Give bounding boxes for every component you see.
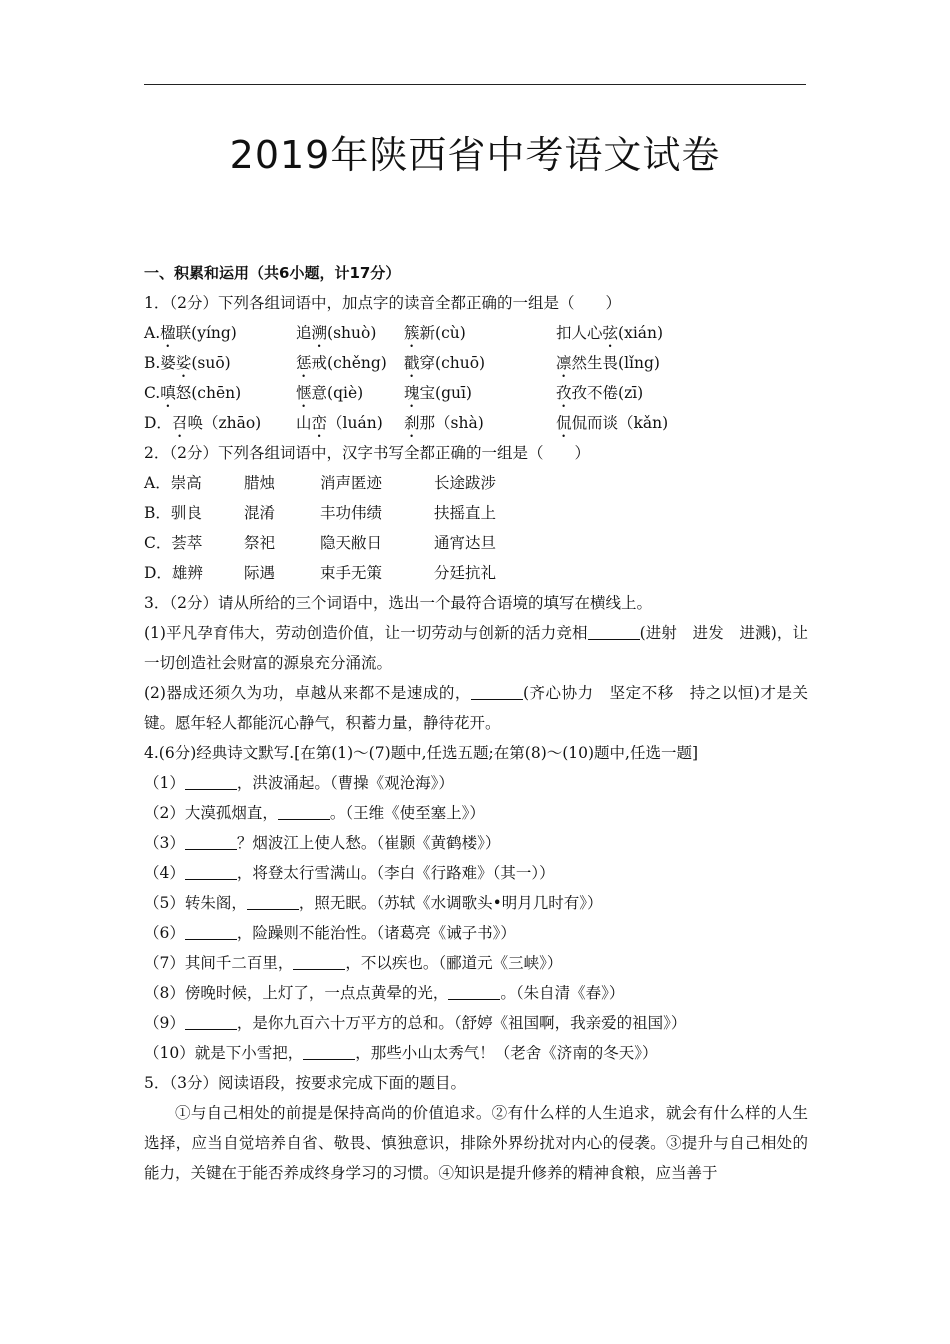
item-text: （5）转朱阁， (144, 894, 247, 912)
option-cell: D．召唤（zhāo) (144, 414, 262, 432)
exam-content (144, 258, 808, 1188)
item-text: （9） (144, 1014, 185, 1032)
option-cell: 腊烛 (244, 474, 276, 492)
question-4-item (144, 1008, 808, 1038)
question-4-item (144, 828, 808, 858)
option-cell: 长途跋涉 (434, 474, 497, 492)
answer-blank[interactable] (247, 891, 299, 910)
question-2-option-d (144, 558, 808, 588)
item-text: ，险躁则不能治性。（诸葛亮《诫子书》） (236, 924, 516, 942)
item-text: ，照无眠。（苏轼《水调歌头•明月几时有》） (298, 894, 603, 912)
page-title: 2019年陕西省中考语文试卷 (229, 133, 721, 177)
question-1-option-a (144, 318, 808, 348)
answer-blank[interactable] (278, 801, 330, 820)
question-3-stem: 3．（2分）请从所给的三个词语中，选出一个最符合语境的填写在横线上。 (144, 594, 652, 612)
question-5-passage: ①与自己相处的前提是保持高尚的价值追求。②有什么样的人生追求，就会有什么样的人生选择，应当自觉培养自省、敬畏、慎独意识，排除外界纷扰对内心的侵袭。③提升与自己相处的能力，关键在于能否养成终身学习的习惯。④知识是提升修养的精神食粮，应当善于 (144, 1104, 808, 1182)
option-cell: 际遇 (244, 564, 276, 582)
option-cell: C.嗔怒(chēn) (144, 384, 242, 402)
option-cell: A.楹联(yíng) (144, 324, 237, 342)
item-text: 。（朱自清《春》） (500, 984, 625, 1002)
question-1-option-c (144, 378, 808, 408)
question-4-item (144, 888, 808, 918)
option-cell: 刹那（shà) (404, 414, 484, 432)
answer-blank[interactable] (185, 1011, 237, 1030)
question-5-stem: 5．（3分）阅读语段，按要求完成下面的题目。 (144, 1074, 466, 1092)
item-text: （4） (144, 864, 185, 882)
item-text: （7）其间千二百里， (144, 954, 294, 972)
answer-blank[interactable] (471, 681, 523, 700)
option-cell: 簇新(cù) (404, 324, 466, 342)
option-cell: 束手无策 (320, 564, 383, 582)
option-cell: 祭祀 (244, 534, 276, 552)
option-cell: 孜孜不倦(zī) (556, 384, 644, 402)
item-text: （10）就是下小雪把， (144, 1044, 304, 1062)
option-cell: 混淆 (244, 504, 276, 522)
answer-blank[interactable] (185, 771, 237, 790)
part-text: (2)器成还须久为功，卓越从来都不是速成的， (144, 684, 471, 702)
option-cell: 分廷抗礼 (434, 564, 497, 582)
option-cell: 追溯(shuò) (296, 324, 377, 342)
question-1-stem: 1．（2分）下列各组词语中，加点字的读音全都正确的一组是（ ） (144, 294, 621, 312)
option-cell: 山峦（luán) (296, 414, 383, 432)
question-2-option-a (144, 468, 808, 498)
option-cell: 瑰宝(guī) (404, 384, 472, 402)
answer-blank[interactable] (185, 831, 237, 850)
option-cell: 凛然生畏(lǐng) (556, 354, 660, 372)
option-cell: 侃侃而谈（kǎn) (556, 414, 669, 432)
option-cell: 通宵达旦 (434, 534, 497, 552)
item-text: ，那些小山太秀气！（老舍《济南的冬天》） (355, 1044, 658, 1062)
answer-blank[interactable] (448, 981, 500, 1000)
option-cell: 隐天敝日 (320, 534, 383, 552)
question-4-stem: 4.(6分)经典诗文默写.[在第(1)～(7)题中,任选五题;在第(8)～(10)题中,任选一题] (144, 744, 699, 762)
question-2-stem: 2．（2分）下列各组词语中，汉字书写全都正确的一组是（ ） (144, 444, 590, 462)
option-cell: B.婆娑(suō) (144, 354, 231, 372)
option-cell: 扣人心弦(xián) (556, 324, 664, 342)
question-3-part-2 (144, 678, 808, 738)
question-4-item (144, 978, 808, 1008)
item-text: （1） (144, 774, 185, 792)
item-text: ？烟波江上使人愁。（崔颢《黄鹤楼》） (236, 834, 501, 852)
item-text: ，洪波涌起。（曹操《观沧海》） (236, 774, 454, 792)
part-text: (齐心协力 坚定不移 持之以恒)才是关键。愿年轻人都能沉心静气，积蓄力量，静待花开。 (144, 684, 808, 732)
question-4-item (144, 948, 808, 978)
item-text: （3） (144, 834, 185, 852)
item-text: 。（王维《使至塞上》） (329, 804, 485, 822)
question-4-item (144, 918, 808, 948)
header-rule (144, 84, 806, 85)
option-cell: 丰功伟绩 (320, 504, 383, 522)
part-text: (进射 进发 进溅)，让一切创造社会财富的源泉充分涌流。 (144, 624, 808, 672)
part-text: (1)平凡孕育伟大，劳动创造价值，让一切劳动与创新的活力竞相 (144, 624, 588, 642)
item-text: ，是你九百六十万平方的总和。（舒婷《祖国啊，我亲爱的祖国》） (236, 1014, 687, 1032)
item-text: ，将登太行雪满山。（李白《行路难》（其一）） (236, 864, 555, 882)
option-cell: 消声匿迹 (320, 474, 383, 492)
question-4-item (144, 768, 808, 798)
option-cell: 戳穿(chuō) (404, 354, 486, 372)
answer-blank[interactable] (303, 1041, 355, 1060)
section-heading: 一、积累和运用（共6小题，计17分） (144, 264, 401, 282)
question-4-item (144, 798, 808, 828)
item-text: （6） (144, 924, 185, 942)
item-text: ，不以疾也。（郦道元《三峡》） (345, 954, 563, 972)
question-2-option-b (144, 498, 808, 528)
option-cell: B．驯良 (144, 504, 202, 522)
answer-blank[interactable] (293, 951, 345, 970)
question-4-item (144, 1038, 808, 1068)
question-2-option-c (144, 528, 808, 558)
answer-blank[interactable] (185, 921, 237, 940)
answer-blank[interactable] (185, 861, 237, 880)
option-cell: 扶摇直上 (434, 504, 497, 522)
answer-blank[interactable] (588, 621, 640, 640)
option-cell: A．崇高 (144, 474, 202, 492)
question-3-part-1 (144, 618, 808, 678)
question-1-option-b (144, 348, 808, 378)
question-1-option-d (144, 408, 808, 438)
option-cell: C．荟萃 (144, 534, 203, 552)
option-cell: 惬意(qiè) (296, 384, 364, 402)
item-text: （2）大漠孤烟直， (144, 804, 278, 822)
option-cell: 惩戒(chěng) (296, 354, 387, 372)
option-cell: D．雄辨 (144, 564, 203, 582)
question-4-item (144, 858, 808, 888)
item-text: （8）傍晚时候，上灯了，一点点黄晕的光， (144, 984, 449, 1002)
